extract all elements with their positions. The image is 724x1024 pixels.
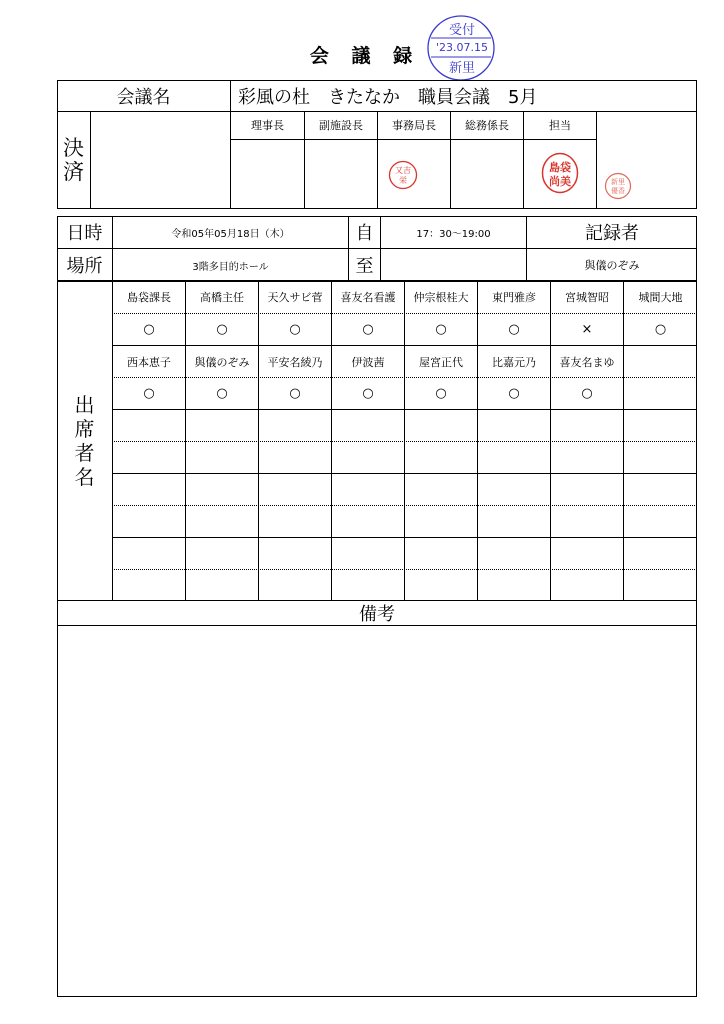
place-value: 3階多目的ホール — [192, 261, 269, 273]
attendance-mark: ○ — [289, 386, 301, 401]
attendance-mark: ○ — [508, 322, 520, 337]
attendee-name: 比嘉元乃 — [492, 355, 536, 369]
attendee-name: 東門雅彦 — [492, 291, 536, 304]
role-vice-director: 副施設長 — [319, 119, 363, 132]
attendee-name: 西本恵子 — [127, 355, 171, 369]
attendee-name: 天久サビ菅 — [267, 291, 323, 304]
attendance-mark: × — [581, 322, 593, 337]
attendee-name: 屋宮正代 — [419, 355, 463, 369]
attendee-name — [624, 346, 697, 377]
remarks-body — [57, 625, 697, 997]
attendance-mark: ○ — [216, 386, 228, 401]
datetime-label: 日時 — [66, 223, 103, 244]
attendance-mark: ○ — [143, 322, 155, 337]
seal-extra-a: 新里 — [611, 177, 625, 186]
time-value: 17：30〜19:00 — [416, 228, 491, 240]
attendance-mark: ○ — [508, 386, 520, 401]
attendance-mark: ○ — [362, 322, 374, 337]
attendance-mark: ○ — [435, 386, 447, 401]
receipt-stamp-date: '23.07.15 — [435, 40, 488, 54]
attendees-label-2: 席 — [74, 417, 95, 441]
recorder-value: 與儀のぞみ — [584, 259, 640, 272]
datetime-value: 令和05年05月18日（木） — [171, 228, 290, 240]
seal-person-in-charge — [541, 152, 579, 194]
attendee-name: 伊波茜 — [351, 355, 385, 369]
attendee-name: 島袋課長 — [127, 291, 171, 304]
attendee-name: 宮城智昭 — [565, 291, 609, 304]
receipt-stamp-name: 新里 — [448, 60, 475, 76]
receipt-stamp-top: 受付 — [448, 22, 475, 38]
seal-extra-b: 優香 — [611, 186, 625, 195]
seal-person-in-charge-a: 島袋 — [549, 160, 571, 174]
attendees-label-3: 者 — [74, 441, 95, 465]
attendance-mark: ○ — [362, 386, 374, 401]
attendee-name: 高橋主任 — [200, 291, 244, 304]
attendance-mark: ○ — [654, 322, 667, 337]
attendee-name: 仲宗根桂大 — [413, 291, 469, 304]
attendee-name: 喜友名看護 — [340, 291, 396, 304]
role-secretary-general: 事務局長 — [392, 119, 436, 132]
attendance-mark: ○ — [435, 322, 447, 337]
seal-secretary-general — [388, 160, 418, 190]
attendee-name: 與儀のぞみ — [194, 355, 250, 369]
attendee-name: 喜友名まゆ — [559, 355, 615, 369]
approval-label — [57, 111, 90, 209]
attendance-mark: ○ — [216, 322, 228, 337]
attendance-mark: ○ — [143, 386, 155, 401]
attendees-label-1: 出 — [74, 393, 95, 417]
meeting-name-label: 会議名 — [116, 87, 171, 108]
recorder-label: 記録者 — [585, 223, 639, 244]
seal-secretary-general-b: 栄 — [399, 175, 407, 185]
role-chairman: 理事長 — [251, 119, 284, 132]
attendance-mark — [624, 378, 697, 409]
meeting-name-value: 彩風の杜 きたなか 職員会議 5月 — [238, 87, 538, 108]
attendance-mark: ○ — [581, 386, 593, 401]
seal-secretary-general-a: 又吉 — [395, 165, 411, 175]
attendees-label-4: 名 — [74, 465, 95, 489]
role-general-affairs-chief: 総務係長 — [465, 119, 509, 132]
place-label: 場所 — [66, 256, 103, 277]
document-title: 会 議 録 — [309, 44, 421, 67]
remarks-label: 備考 — [359, 604, 395, 625]
attendance-mark: ○ — [289, 322, 301, 337]
to-label: 至 — [355, 256, 374, 277]
attendee-name: 城間大地 — [638, 291, 683, 304]
seal-person-in-charge-b: 尚美 — [549, 174, 571, 188]
approval-label-2: 済 — [63, 160, 84, 184]
attendees-label — [57, 281, 112, 601]
from-label: 自 — [355, 223, 374, 244]
seal-extra — [604, 172, 632, 200]
role-person-in-charge: 担当 — [549, 119, 571, 132]
attendee-name: 平安名綾乃 — [267, 355, 323, 369]
receipt-stamp — [427, 14, 497, 82]
approval-label-1: 決 — [63, 136, 84, 160]
